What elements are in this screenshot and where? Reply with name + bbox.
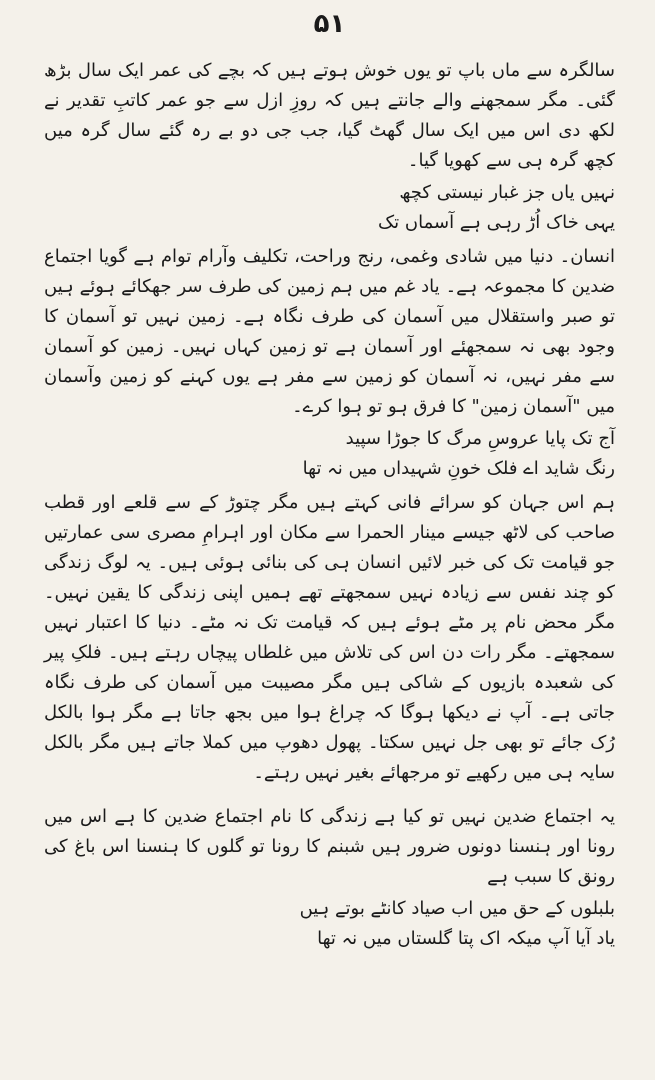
verse-line: بلبلوں کے حق میں اب صیاد کانٹے بوتے ہیں (299, 898, 615, 919)
paragraph-1: سالگرہ سے ماں باپ تو یوں خوش ہوتے ہیں کہ بچے کی عمر ایک سال بڑھ گئی۔ مگر سمجھنے والے جانتے ہیں کہ روزِ ازل سے جو عمر کاتبِ تقدیر نے لکھ دی اس میں ایک سال گھٹ گیا، جب جی دو بے رہ گئے سال گرہ میں کچھ گرہ ہی سے کھویا گیا۔ (44, 60, 615, 171)
page-number: ۵۱ (313, 9, 346, 39)
verse-2 (44, 424, 615, 484)
verse-3 (44, 894, 615, 954)
verse-line: رنگ شاید اے فلک خونِ شہیداں میں نہ تھا (302, 458, 615, 479)
body-text (44, 56, 615, 954)
paragraph-3: ہم اس جہان کو سرائے فانی کہتے ہیں مگر چتوڑ کے سے قلعے اور قطب صاحب کی لاٹھ جیسے مینار الحمرا سے مکان اور اہرامِ مصری سی عمارتیں جو قیامت تک کی خبر لائیں انسان ہی کی بنائی ہوئی ہیں۔ یہ لوگ زندگی کو چند نفس سے زیادہ نہیں سمجھتے تھے ہمیں اپنی زندگی کا یقین نہیں۔ مگر محض نام پر مٹے ہوئے ہیں کہ قیامت تک نہ مٹے۔ دنیا کا اعتبار نہیں سمجھتے۔ مگر رات دن اس کی تلاش میں غلطاں پیچاں رہتے ہیں۔ فلکِ پیر کی شعبدہ بازیوں کے شاکی ہیں مگر مصیبت میں آسمان کی طرف نگاہ جاتی ہے۔ آپ نے دیکھا ہوگا کہ چراغ ہوا میں بجھ جاتا ہے مگر ہوا بالکل رُک جائے تو بھی جل نہیں سکتا۔ پھول دھوپ میں کملا جاتے ہیں مگر بالکل سایہ ہی میں رکھیے تو مرجھائے بغیر نہیں رہتے۔ (44, 492, 615, 783)
paragraph-2: انسان۔ دنیا میں شادی وغمی، رنج وراحت، تکلیف وآرام توام ہے گویا اجتماع ضدین کا مجموعہ ہے۔ یاد غم میں ہم زمین کی طرف سر جھکائے ہوئے ہیں تو صبر واستقلال میں آسمان کی طرف نگاہ ہے۔ زمین نہیں تو آسمان کا وجود بھی نہ سمجھئے اور آسمان ہے تو زمین کہاں نہیں۔ زمین کو آسمان سے مفر نہیں، نہ آسمان کو زمین سے مفر ہے یوں کہنے کو زمین وآسمان میں "آسمان زمین" کا فرق ہو تو ہوا کرے۔ (44, 246, 615, 417)
verse-line: نہیں یاں جز غبار نیستی کچھ (399, 182, 615, 203)
verse-line: یاد آیا آپ میکہ اک پتا گلستاں میں نہ تھا (317, 928, 615, 949)
verse-line: یہی خاک اُڑ رہی ہے آسماں تک (378, 212, 615, 233)
verse-line: آج تک پایا عروسِ مرگ کا جوڑا سپید (345, 428, 615, 449)
verse-1 (44, 178, 615, 238)
paragraph-4: یہ اجتماع ضدین نہیں تو کیا ہے زندگی کا نام اجتماع ضدین کا ہے اس میں رونا اور ہنسنا دونوں ضرور ہیں شبنم کا رونا تو گلوں کا ہنسنا اس باغ کی رونق کا سبب ہے (44, 806, 615, 887)
